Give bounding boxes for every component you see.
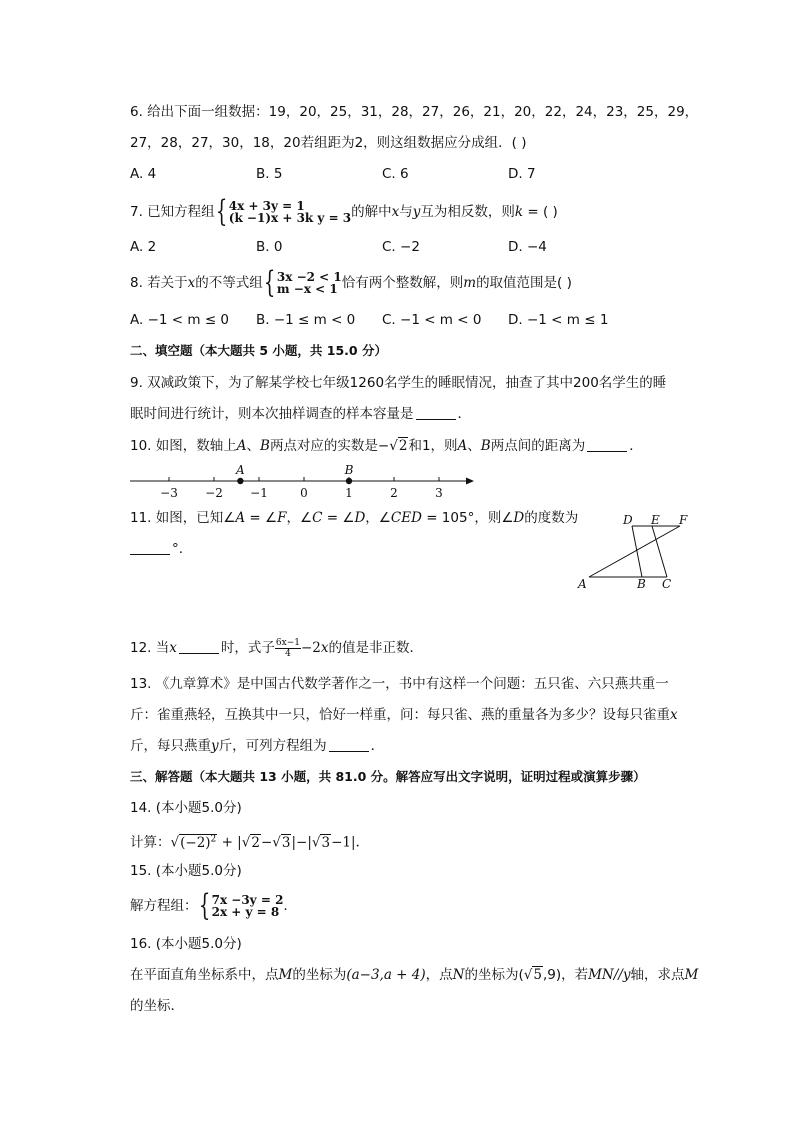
q10-point-a-2: A [457, 438, 468, 454]
fig11-label-c: C [662, 577, 672, 591]
q8-suffix: 的取值范围是( ) [476, 275, 572, 291]
q16-point-n: N [452, 967, 465, 983]
q16-point-m-2: M [684, 967, 699, 983]
fig11-label-a: A [578, 577, 587, 591]
q11-degree: °. [172, 541, 184, 557]
q10-point-b: B [260, 438, 270, 454]
q10-comma-2: 、 [467, 438, 481, 454]
q15-end: . [283, 898, 288, 914]
q16-line1-a: 在平面直角坐标系中，点 [130, 967, 279, 983]
number-line-tick-label: −1 [250, 486, 268, 500]
q11-tail: 的度数为 [524, 510, 579, 526]
q9-line1: 9. 双减政策下，为了解某学校七年级1260名学生的睡眠情况，抽查了其中200名学生的睡 [130, 375, 667, 391]
q12-answer-blank[interactable] [179, 639, 219, 654]
q13-line3-b: 斤，可列方程组为 [218, 738, 327, 754]
q16-line1-e: ,9)，若 [542, 967, 589, 983]
q8-mid: 的不等式组 [195, 275, 263, 291]
q15-eq2: 2x + y = 8 [211, 905, 280, 919]
q8-option-b: B. −1 ≤ m < 0 [256, 312, 356, 328]
q8-ineq1: 3x −2 < 1 [276, 270, 342, 284]
q11-angle-d: D [354, 510, 366, 526]
q14-header: 14. (本小题5.0分) [130, 800, 242, 816]
q8-option-c: C. −1 < m < 0 [382, 312, 482, 328]
q7-var-y: y [412, 204, 421, 220]
q11-line1 [130, 508, 578, 528]
q9-line2-text: 眠时间进行统计，则本次抽样调查的样本容量是 [130, 406, 414, 422]
q10-mid: 两点对应的实数是− [269, 438, 390, 454]
q10-mid2: 和1，则 [408, 438, 458, 454]
q11-angle-c: C [312, 510, 323, 526]
q9-end: ． [457, 406, 471, 422]
q14-end: −1|. [331, 834, 360, 851]
q12-suffix: 的值是非正数． [328, 640, 423, 656]
q13-end: ． [370, 738, 385, 754]
q14-sqrt3: √3 [272, 834, 291, 851]
q15-prefix: 解方程组： [130, 898, 198, 914]
q10-end: ． [629, 438, 643, 454]
q9-answer-blank[interactable] [416, 405, 456, 420]
q7-middle: 的解中 [351, 204, 392, 220]
q10-mid3: 两点间的距离为 [490, 438, 586, 454]
fig11-label-b: B [637, 577, 646, 591]
q13-line3 [130, 736, 384, 756]
q7-stem [130, 194, 558, 229]
q11-angle-ced: CED [390, 510, 422, 526]
number-line-tick-label: 3 [435, 486, 443, 500]
fig11-label-f: F [679, 513, 688, 527]
q16-line1-c: ，点 [425, 967, 453, 983]
number-line-tick-label: 0 [300, 486, 308, 500]
q16-line1-b: 的坐标为 [292, 967, 347, 983]
q7-option-c: C. −2 [382, 239, 420, 255]
q11-angle-d-2: D [513, 510, 525, 526]
q14-sqrt2: √2 [241, 834, 260, 851]
q10-prefix: 10. 如图，数轴上 [130, 438, 237, 454]
q16-line1-f: 轴，求点 [630, 967, 685, 983]
q11-eq2: = ∠ [322, 510, 355, 526]
q11-eq1: = ∠ [245, 510, 278, 526]
q15-eq1: 7x −3y = 2 [211, 893, 284, 907]
q7-eq2: (k −1)x + 3k y = 3 [228, 211, 352, 225]
q13-line2-text: 斤：雀重燕轻，互换其中一只，恰好一样重，问：每只雀、燕的重量各为多少？设每只雀重 [130, 707, 670, 723]
q7-var-x: x [391, 204, 400, 220]
q8-option-a: A. −1 < m ≤ 0 [130, 312, 230, 328]
q11-c2: ，∠ [365, 510, 391, 526]
q15-equation-system: { 7x −3y = 2 2x + y = 8 [198, 888, 284, 923]
q12-var-x-2: x [320, 640, 329, 656]
q8-prefix: 8. 若关于 [130, 275, 188, 291]
q6-option-d: D. 7 [508, 166, 536, 182]
q10-point-b-2: B [480, 438, 491, 454]
q6-option-a: A. 4 [130, 166, 157, 182]
q12-var-x: x [169, 640, 177, 656]
number-line-point-label-b: B [344, 463, 354, 477]
q7-option-a: A. 2 [130, 239, 157, 255]
q16-line1-d: 的坐标为( [464, 967, 524, 983]
q11-prefix: 11. 如图，已知∠ [130, 510, 236, 526]
q11-angle-f: F [277, 510, 287, 526]
fig11-segment-af [589, 526, 680, 577]
q14-prefix: 计算： [130, 834, 171, 851]
q7-equation-system: { 4x + 3y = 1 (k −1)x + 3k y = 3 [215, 194, 352, 229]
q11-geometry-figure [575, 508, 700, 593]
q7-prefix: 7. 已知方程组 [130, 204, 215, 220]
q16-sqrt5: √5 [523, 967, 542, 983]
q13-line1: 13. 《九章算术》是中国古代数学著作之一，书中有这样一个问题：五只雀、六只燕共重一 [130, 676, 669, 692]
q8-option-d: D. −1 < m ≤ 1 [508, 312, 609, 328]
fig11-label-e: E [651, 513, 660, 527]
q12-minus: −2 [300, 640, 321, 656]
q12-fraction: $\frac{6x-1}{4}$ [275, 637, 300, 659]
q14-expression [130, 829, 360, 853]
q13-line2 [130, 705, 678, 725]
number-line-tick-label: −3 [160, 486, 178, 500]
q10-answer-blank[interactable] [587, 437, 627, 452]
number-line-arrow-icon [466, 478, 474, 485]
q7-mid3: 互为相反数，则 [420, 204, 515, 220]
q11-c1: ，∠ [286, 510, 313, 526]
q10-sqrt2: √2 [389, 438, 408, 454]
q6-line1: 6. 给出下面一组数据：19，20，25，31，28，27，26，21，20，22，24，23，25，29， [130, 104, 699, 120]
q11-angle-a: A [235, 510, 246, 526]
q10-stem [130, 436, 643, 456]
q8-var-x: x [187, 275, 196, 291]
q6-option-b: B. 5 [256, 166, 283, 182]
number-line-tick-label: −2 [205, 486, 223, 500]
number-line-tick-label: 1 [345, 486, 353, 500]
q9-line2 [130, 404, 471, 424]
q11-eq3: = 105°，则∠ [421, 510, 514, 526]
q16-coord-m: (a−3,a + 4) [346, 967, 426, 983]
q15-header: 15. (本小题5.0分) [130, 863, 242, 879]
fig11-label-d: D [623, 513, 633, 527]
q16-point-m: M [278, 967, 293, 983]
q8-var-m: m [463, 275, 477, 291]
q7-var-k: k [514, 204, 524, 220]
section-fill-in-title: 二、填空题（本大题共 5 小题，共 15.0 分） [130, 343, 387, 358]
q14-sqrt3-2: √3 [311, 834, 331, 851]
number-line-point-a [237, 478, 243, 484]
q6-option-c: C. 6 [382, 166, 409, 182]
q13-answer-blank[interactable] [329, 737, 369, 752]
q7-suffix: = ( ) [523, 204, 558, 220]
q14-plus: + | [217, 834, 242, 851]
q10-comma: 、 [246, 438, 261, 454]
q15-stem [130, 888, 288, 923]
q14-minus: − [260, 834, 273, 851]
q11-answer-blank[interactable] [130, 540, 170, 555]
q12-prefix: 12. 当 [130, 640, 170, 656]
q7-eq1: 4x + 3y = 1 [228, 199, 305, 213]
q8-inequality-system: { 3x −2 < 1 m −x < 1 [263, 265, 342, 300]
q13-var-x: x [670, 707, 678, 723]
q12-stem [130, 635, 423, 661]
q16-header: 16. (本小题5.0分) [130, 936, 242, 952]
q11-line2 [130, 539, 183, 559]
fig11-segment-ec [652, 526, 667, 577]
q10-point-a: A [236, 438, 247, 454]
q16-mn-parallel: MN//y [588, 967, 631, 983]
q14-sqrt-neg2-sq: $√(-2)^2$ [170, 834, 217, 851]
q12-mid: 时，式子 [220, 640, 275, 656]
number-line-point-b [346, 478, 352, 484]
q16-line2: 的坐标． [130, 998, 184, 1014]
q13-line3-a: 斤，每只燕重 [130, 738, 211, 754]
q7-option-d: D. −4 [508, 239, 547, 255]
number-line-tick-label: 2 [390, 486, 398, 500]
q8-ineq2: m −x < 1 [276, 282, 338, 296]
section-solve-title: 三、解答题（本大题共 13 小题，共 81.0 分。解答应写出文字说明，证明过程或演算步骤） [130, 769, 646, 784]
q7-option-b: B. 0 [256, 239, 283, 255]
q14-mid: |−| [291, 834, 312, 851]
number-line-figure [125, 458, 480, 502]
q7-mid2: 与 [399, 204, 413, 220]
number-line-point-label-a: A [236, 463, 245, 477]
q6-line2: 27，28，27，30，18，20若组距为2，则这组数据应分成组．( ) [130, 135, 527, 151]
q8-mid2: 恰有两个整数解，则 [341, 275, 464, 291]
q8-stem [130, 265, 572, 300]
q13-var-y: y [211, 738, 219, 754]
q16-line1 [130, 965, 698, 985]
